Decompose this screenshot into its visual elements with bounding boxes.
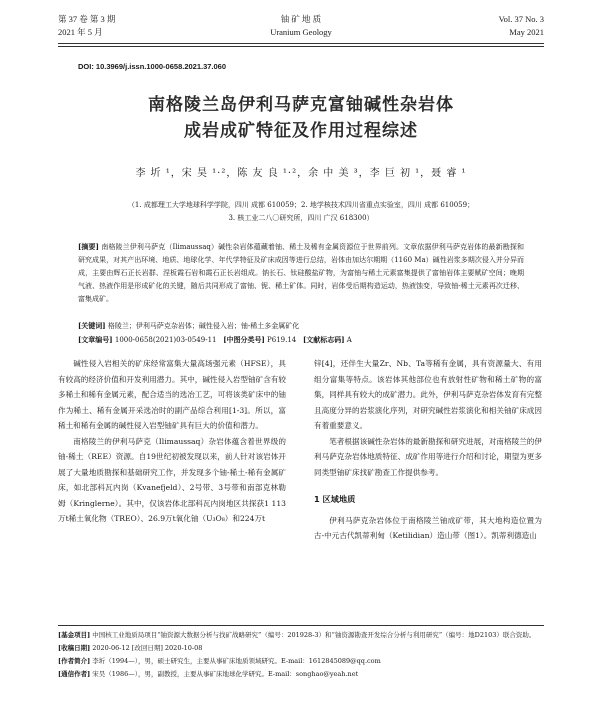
header-vol-issue-cn: 第 37 卷 第 3 期 (58, 14, 116, 24)
keywords-text: 格陵兰；伊利马萨克杂岩体；碱性侵入岩；铀-稀土多金属矿化 (107, 322, 300, 330)
doi: DOI: 10.3969/j.issn.1000-0658.2021.37.060 (78, 62, 227, 71)
title-line-2: 成岩成矿特征及作用过程综述 (184, 121, 418, 141)
running-header (58, 13, 544, 41)
article-number-label: [文章编号] (78, 335, 113, 344)
header-journal-en: Uranium Geology (270, 27, 332, 37)
author-bio-text: 李圻（1994—），男，硕士研究生，主要从事矿床地质领域研究。E-mail：1612845089@qq.com (92, 657, 381, 665)
affiliations (78, 199, 524, 225)
classification-line (78, 333, 524, 347)
body-paragraph: 锌[4]，还伴生大量Zr、Nb、Ta等稀有金属，具有资源量大、有用组分富集等特点。该岩体其他部位也有放射性矿物和稀土矿物的富集，同样具有较大的成矿潜力。此外，伊利马萨克杂岩体发育有完整且高度分异的岩浆演化序列，对研究碱性岩浆演化和相关铀矿床成因有着重要意义。 (314, 359, 542, 430)
clc-label: [中图分类号] (223, 335, 265, 344)
header-vol-issue-en: Vol. 37 No. 3 (498, 14, 544, 24)
affiliation-line-1: （1. 成都理工大学地球科学学院，四川 成都 610059；2. 地学核技术四川省重点实验室，四川 成都 610059； (127, 201, 475, 209)
header-rule-thick (58, 43, 544, 44)
author-list: 李 圻 ¹，宋 昊 ¹·²，陈 友 良 ¹·²，余 中 美 ³，李 巨 初 ¹，聂 睿 ¹ (135, 168, 467, 179)
body-paragraph: 碱性侵入岩相关的矿床经常富集大量高场强元素（HFSE），具有较高的经济价值和开发利用潜力。其中，碱性侵入岩型铀矿含有较多稀土和稀有金属元素，配合适当的选冶工艺，可将该类矿床中的铀作为稀土、稀有金属开采选冶时的副产品综合利用[1-3]。所以，富稀土和稀有金属的碱性侵入岩型铀矿具有巨大的价值和潜力。 (58, 359, 286, 430)
affiliation-line-2: 3. 核工业二八〇研究所，四川 广汉 618300） (228, 214, 374, 222)
abstract-label: [摘要] (78, 242, 99, 251)
footnote-rule (58, 625, 544, 626)
dates-label: [收稿日期] (58, 644, 91, 652)
header-center (58, 13, 544, 39)
keywords-label: [关键词] (78, 321, 106, 330)
fund-label: [基金项目] (58, 631, 91, 639)
header-journal-cn: 铀 矿 地 质 (280, 14, 322, 24)
title-line-1: 南格陵兰岛伊利马萨克富铀碱性杂岩体 (148, 95, 454, 115)
header-rule-thin (58, 46, 544, 47)
keywords (78, 319, 524, 333)
author-bio-label: [作者简介] (58, 657, 91, 665)
clc-number: P619.14 (267, 336, 297, 344)
dates-text: 2020-06-12 [改回日期] 2020-10-08 (92, 644, 203, 652)
body-paragraph: 笔者根据该碱性杂岩体的最新勘探和研究进展，对南格陵兰的伊利马萨克杂岩体地质特征、成矿作用等进行介绍和讨论，期望为更多同类型铀矿床找矿勘查工作提供参考。 (314, 436, 542, 477)
section-heading: 1 区域地质 (314, 494, 356, 504)
body-paragraph: 伊利马萨克杂岩体位于南格陵兰铀成矿带，其大地构造位置为古-中元古代凯蒂利甸（Ketilidian）造山带（图1）。凯蒂利德造山 (314, 515, 542, 540)
corresponding-label: [通信作者] (58, 670, 91, 678)
doc-code: A (346, 336, 352, 344)
body-column-left (58, 356, 286, 527)
header-date-cn: 2021 年 5 月 (58, 27, 103, 37)
body-column-right (314, 356, 542, 544)
footnotes (58, 629, 544, 681)
abstract-text: 南格陵兰伊利马萨克（Ilimaussaq）碱性杂岩体蕴藏着铀、稀土及稀有金属资源位于世界前列。文章依据伊利马萨克岩体的最新勘探和研究成果，对其产出环境、地质、地球化学、年代学特征及矿床成因等进行总结，岩体由加达尔期期（1160 Ma）碱性岩浆多期次侵入并分异而成，主要由辉石正长岩群、涅板霞石岩和霞石正长岩组成。钠长石、钛硅酸盐矿物，为富铀与稀土元素富集提供了富铀岩体主要赋矿空间；晚期气液、热液作用是形成矿化的关键，随后共同形成了富铀、铌、稀土矿体。同时，岩体受后期构造运动，热液蚀变，导致铀-稀土元素再次迁移、富集成矿。 (78, 243, 524, 303)
doc-code-label: [文献标志码] (302, 335, 345, 344)
corresponding-text: 宋昊（1986—），男，副教授，主要从事矿床地球化学研究。E-mail：songhao@yeah.net (92, 670, 359, 678)
paper-title (58, 92, 544, 144)
body-paragraph: 南格陵兰的伊利马萨克（Ilimaussaq）杂岩体蕴含着世界级的铀-稀土（REE）资源。自19世纪初被发现以来，前人针对该岩体开展了大量地质勘探和基础研究工作，并发现多个铀-稀土-稀有金属矿床，如北部科瓦内岗（Kvanefjeld）、2号带、3号带和南部克林勒姆（Kringlerne）。其中，仅该岩体北部科瓦内岗地区共探获1 113万t稀土氧化物（TREO）、26.9万t氧化铀（U₃O₈）和224万t (58, 436, 286, 523)
article-number: 1000-0658(2021)03-0549-11 (114, 336, 217, 344)
abstract (78, 240, 524, 306)
fund-text: 中国核工业地质局项目“铀资源大数据分析与找矿战略研究”（编号：201928-3）和“铀资源勘查开发综合分析与利用研究”（编号：地D2103）联合资助。 (92, 631, 536, 639)
header-right (499, 13, 544, 39)
header-date-en: May 2021 (509, 27, 544, 37)
